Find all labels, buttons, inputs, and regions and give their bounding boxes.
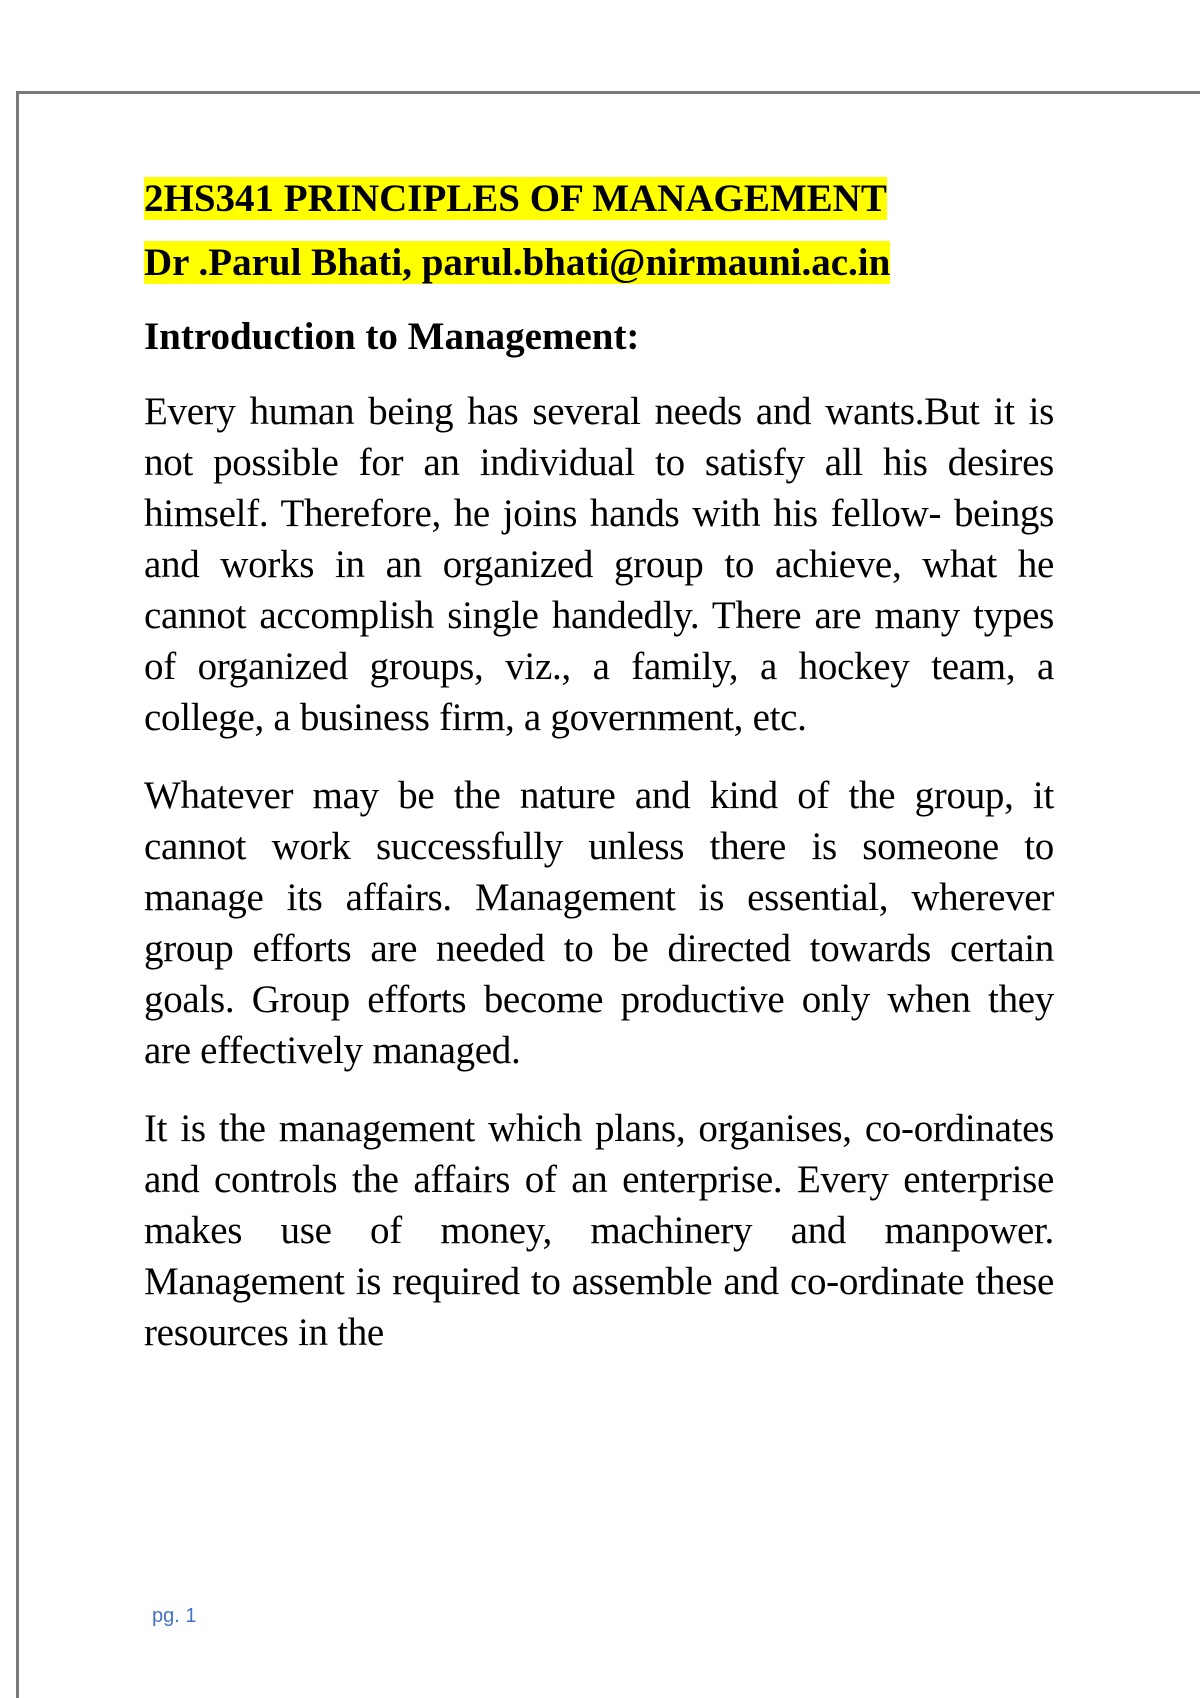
- document-title-text: 2HS341 PRINCIPLES OF MANAGEMENT: [144, 177, 887, 220]
- paragraph: Whatever may be the nature and kind of the group, it cannot work successfully unless there is someone to manage its affairs. Management is essential, wherever group efforts are needed to be directed towards certain goals. Group efforts become productive only when they are effectively managed.: [144, 774, 1054, 1072]
- page-number: pg. 1: [152, 1605, 197, 1627]
- document-title: [144, 172, 1054, 226]
- author-line: [144, 236, 1054, 290]
- author-line-text: Dr .Parul Bhati, parul.bhati@nirmauni.ac.in: [144, 241, 891, 284]
- paragraph: It is the management which plans, organises, co-ordinates and controls the affairs of an enterprise. Every enterprise makes use of money, machinery and manpower. Management is required to assemble and co-ordinate these resources in the: [144, 1107, 1054, 1354]
- document-body: [144, 172, 1054, 1385]
- section-heading: Introduction to Management:: [144, 315, 640, 358]
- paragraph: Every human being has several needs and wants.But it is not possible for an individual to satisfy all his desires himself. Therefore, he joins hands with his fellow- beings and works in an organized group to achieve, what he cannot accomplish single handedly. There are many types of organized groups, viz., a family, a hockey team, a college, a business firm, a government, etc.: [144, 390, 1054, 739]
